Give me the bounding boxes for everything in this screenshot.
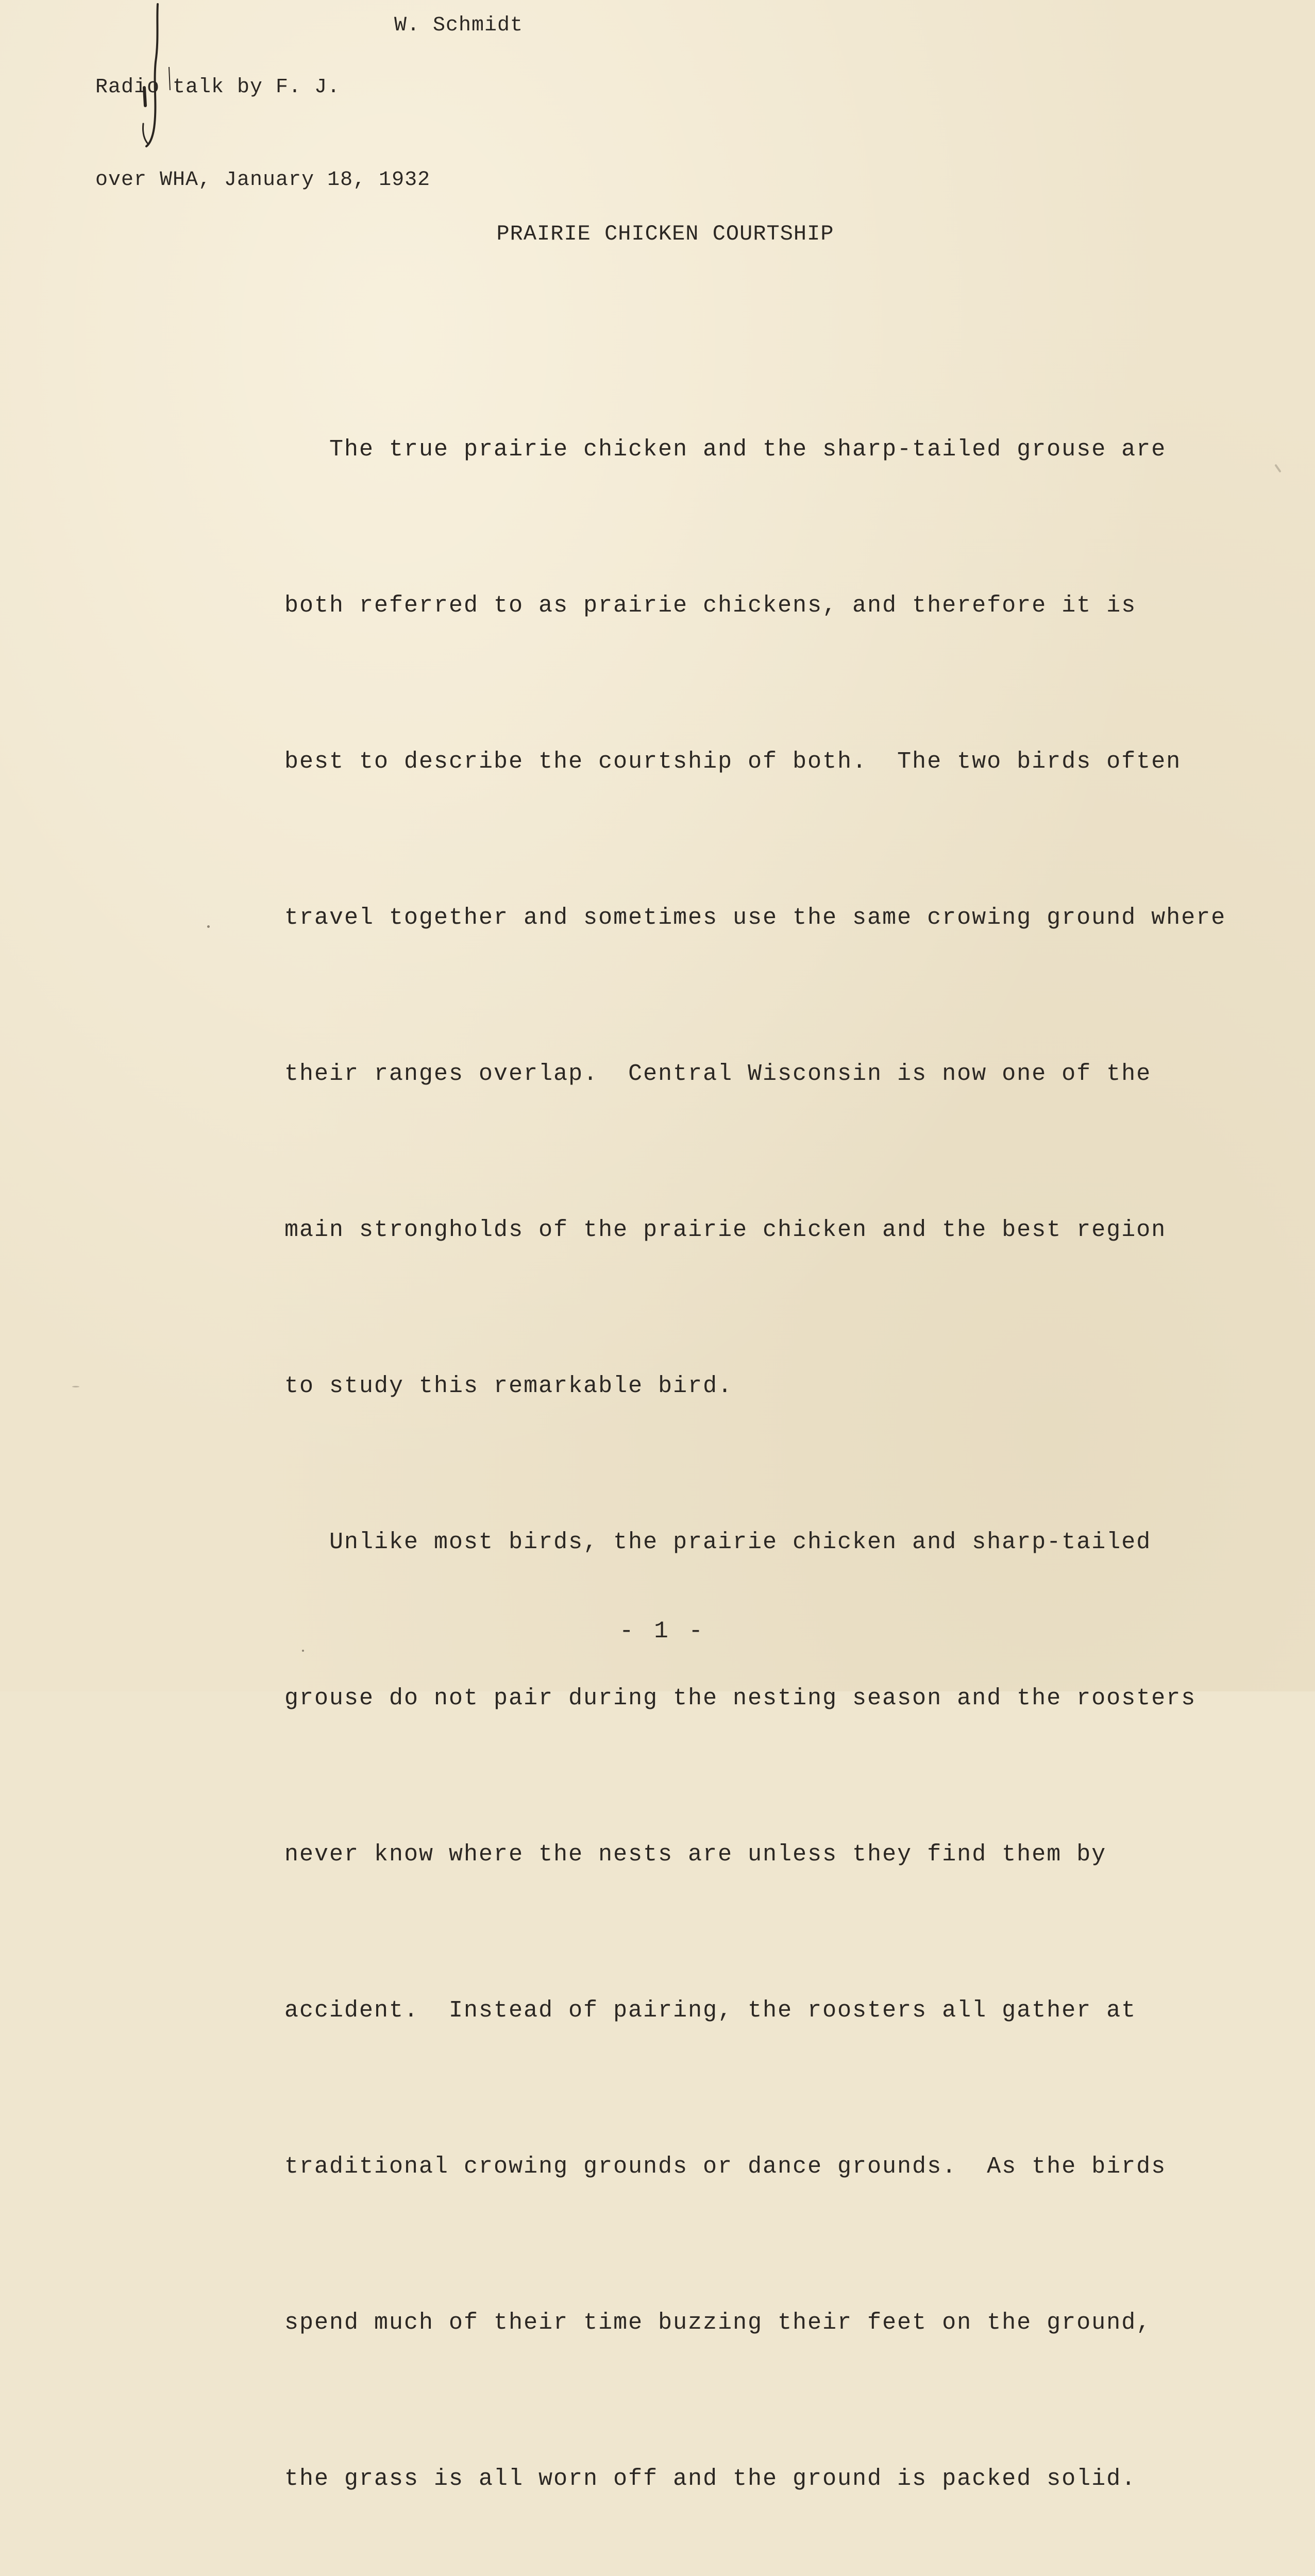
body-line: both referred to as prairie chickens, and therefore it is	[284, 592, 1137, 619]
paper-speck	[302, 1650, 304, 1652]
body-line: the grass is all worn off and the ground is packed solid.	[284, 2466, 1137, 2492]
paper-speck	[207, 925, 210, 928]
header-author-suffix: W. Schmidt	[394, 14, 524, 37]
document-title: PRAIRIE CHICKEN COURTSHIP	[496, 222, 834, 246]
body-line: their ranges overlap. Central Wisconsin is now one of the	[284, 1061, 1152, 1087]
body-line: traditional crowing grounds or dance grounds. As the birds	[284, 2154, 1167, 2180]
body-text	[284, 319, 1263, 2576]
body-line: never know where the nests are unless they find them by	[284, 1841, 1107, 1868]
header-line-2: over WHA, January 18, 1932	[95, 168, 431, 192]
body-line: best to describe the courtship of both. The two birds often	[284, 749, 1182, 775]
body-line: accident. Instead of pairing, the roosters all gather at	[284, 1997, 1137, 2024]
body-line: main strongholds of the prairie chicken and the best region	[284, 1217, 1167, 1243]
body-line: spend much of their time buzzing their feet on the ground,	[284, 2310, 1152, 2336]
page-number: - 1 -	[619, 1618, 706, 1645]
body-line: The true prairie chicken and the sharp-tailed grouse are	[284, 436, 1167, 463]
header-line-1: Radio talk by F. J.	[95, 76, 341, 99]
body-line: to study this remarkable bird.	[284, 1373, 733, 1399]
body-line: grouse do not pair during the nesting season and the roosters	[284, 1685, 1196, 1711]
body-line: travel together and sometimes use the same crowing ground where	[284, 905, 1226, 931]
body-line: Unlike most birds, the prairie chicken and sharp-tailed	[284, 1529, 1152, 1555]
paper-speck	[72, 1386, 79, 1387]
pen-annotation-mark	[133, 0, 179, 155]
